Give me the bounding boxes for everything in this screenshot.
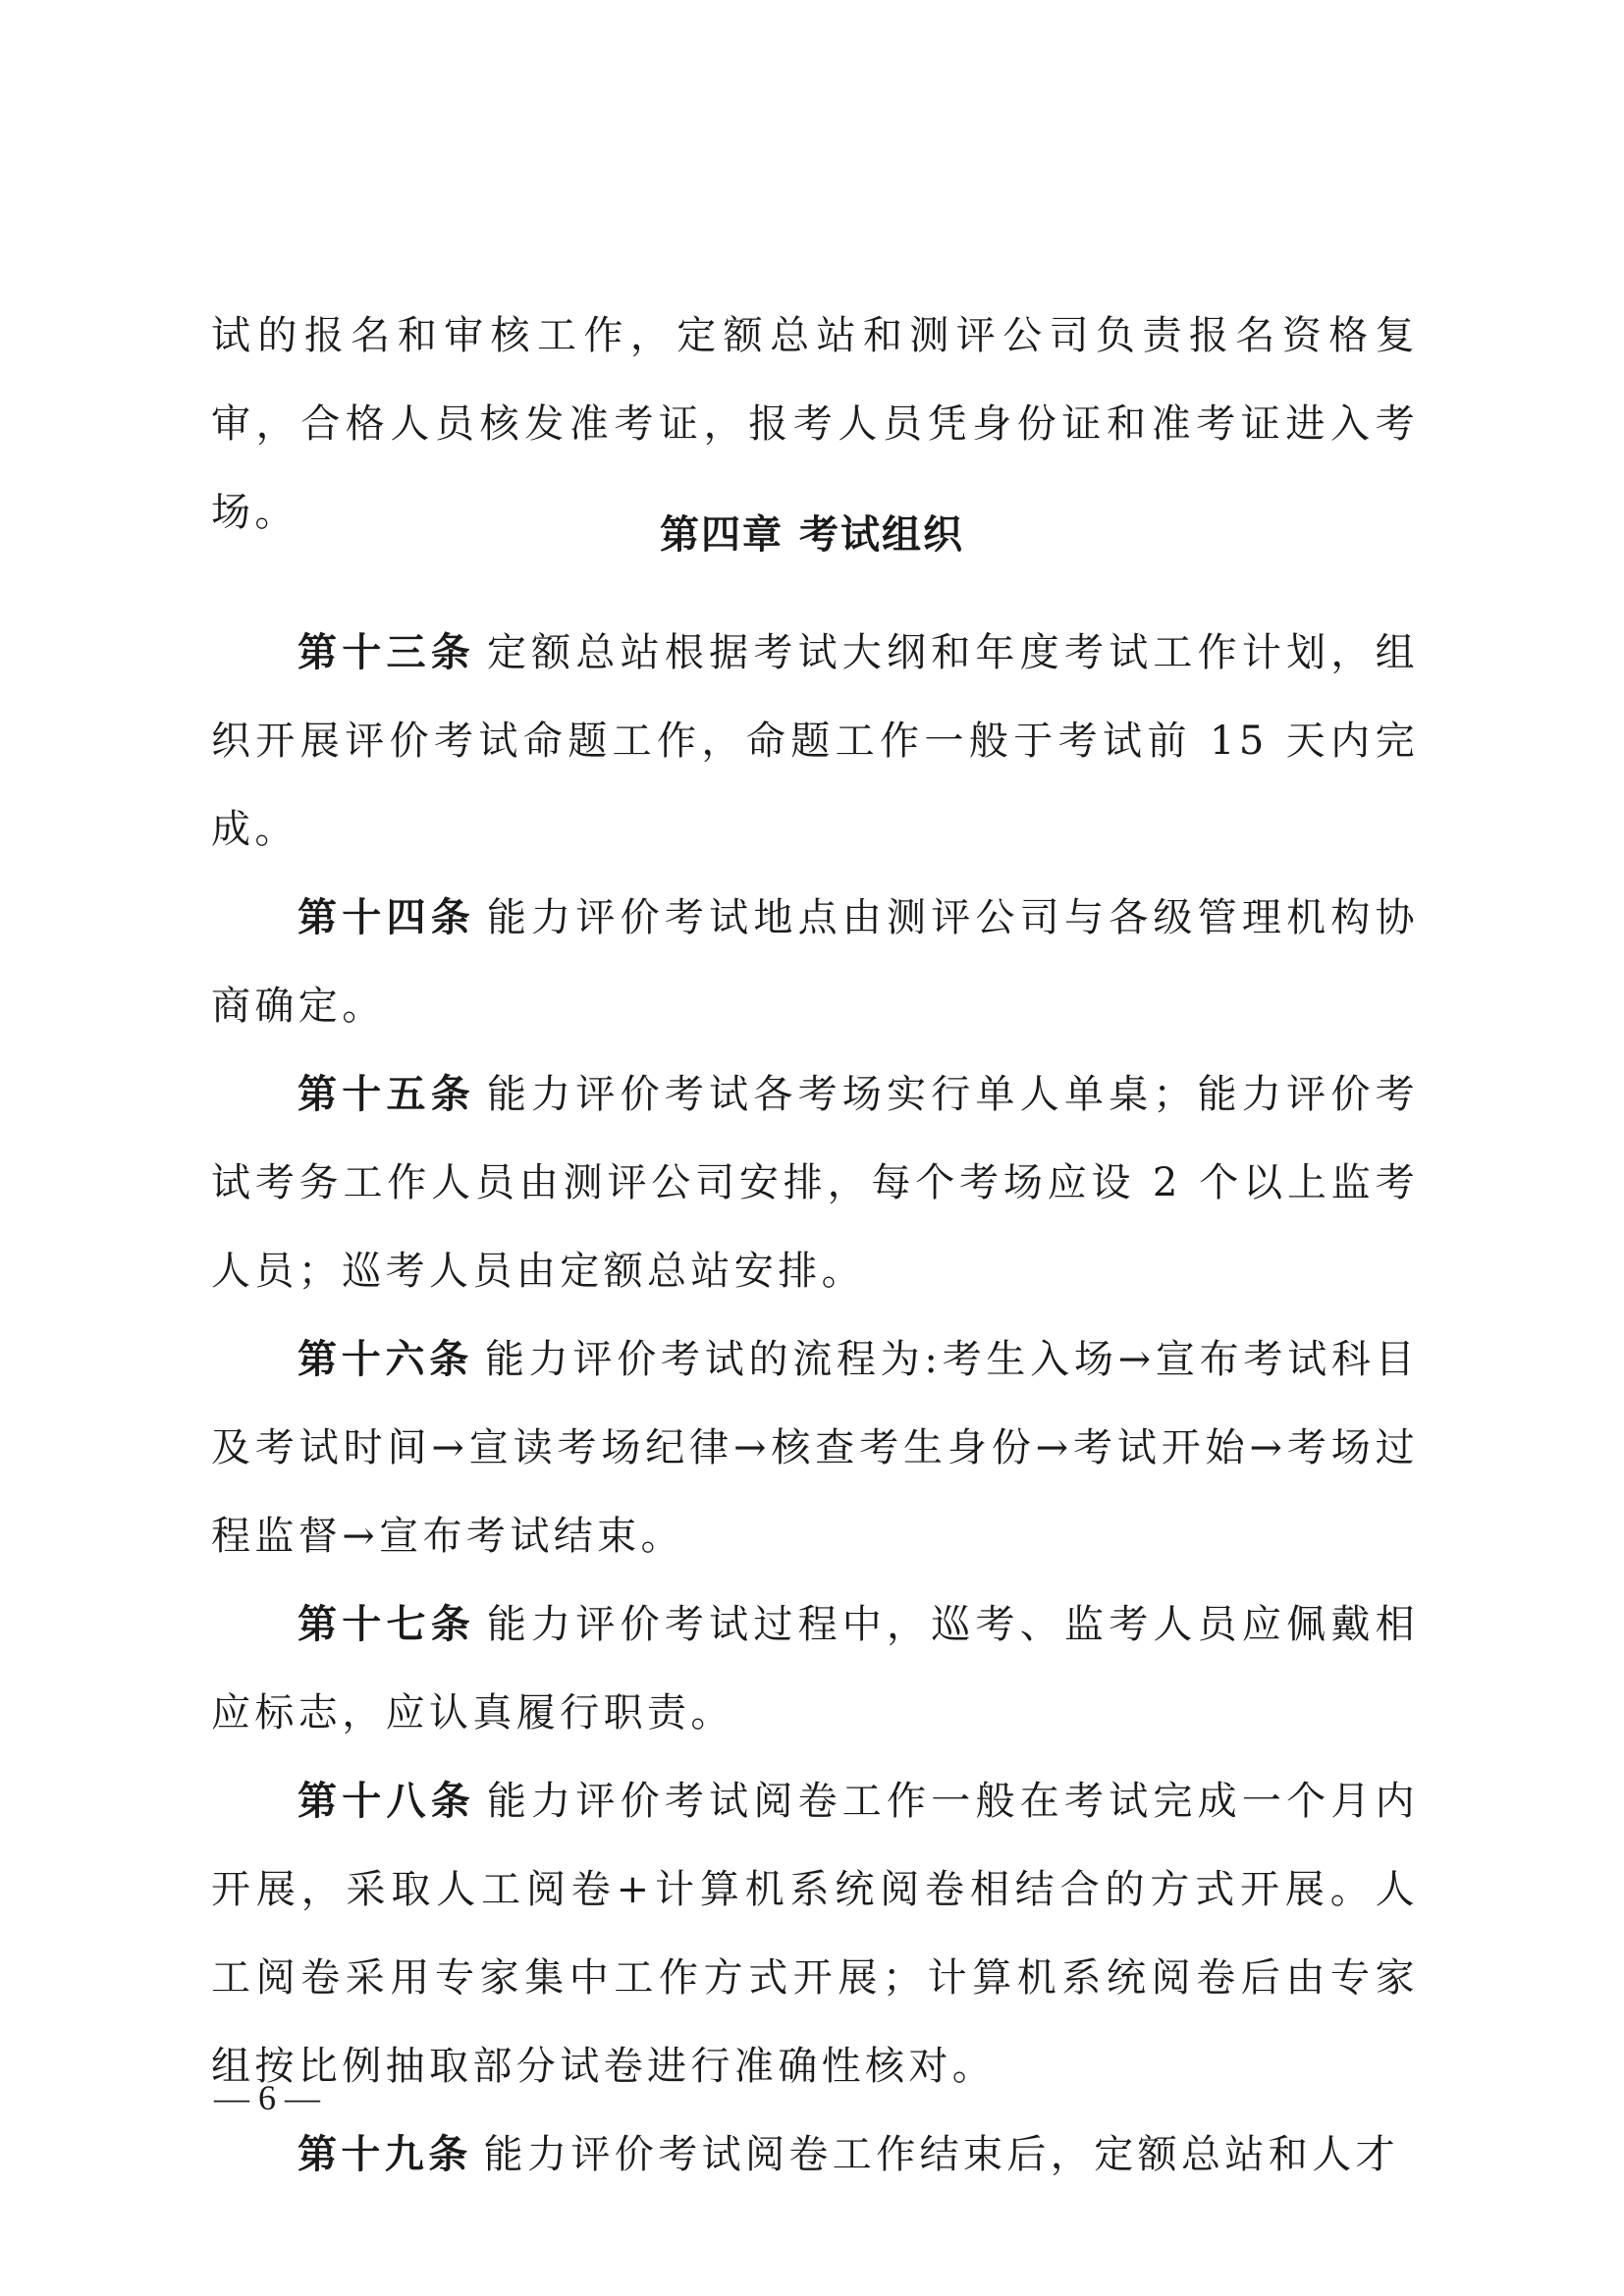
chapter-title: 第四章 考试组织 (660, 512, 964, 558)
article-text: 能力评价考试阅卷工作一般在考试完成一个月内开展，采取人工阅卷+计算机系统阅卷相结合的方式开展。人工阅卷采用专家集中工作方式开展；计算机系统阅卷后由专家组按比例抽取部分试卷进行准确性核对。 (211, 1779, 1419, 2089)
article-text: 能力评价考试地点由测评公司与各级管理机构协商确定。 (211, 895, 1419, 1029)
article-text: 定额总站根据考试大纲和年度考试工作计划，组织开展评价考试命题工作，命题工作一般于考试前 15 天内完成。 (211, 630, 1419, 852)
article-text: 能力评价考试过程中，巡考、监考人员应佩戴相应标志，应认真履行职责。 (211, 1602, 1419, 1735)
article-17 (211, 1580, 1419, 1757)
article-19 (211, 2110, 1419, 2199)
article-text: 能力评价考试各考场实行单人单桌；能力评价考试考务工作人员由测评公司安排，每个考场应设 2 个以上监考人员；巡考人员由定额总站安排。 (211, 1072, 1419, 1294)
article-label: 第十六条 (298, 1337, 473, 1382)
article-14 (211, 874, 1419, 1050)
article-16 (211, 1315, 1419, 1580)
article-label: 第十九条 (298, 2132, 472, 2177)
continued-paragraph: 试的报名和审核工作，定额总站和测评公司负责报名资格复审，合格人员核发准考证，报考人员凭身份证和准考证进入考场。 (211, 313, 1419, 535)
article-18 (211, 1757, 1419, 2110)
article-15 (211, 1050, 1419, 1315)
article-label: 第十三条 (298, 630, 475, 675)
article-label: 第十八条 (298, 1779, 475, 1824)
articles-block (211, 609, 1419, 2199)
article-label: 第十五条 (298, 1072, 475, 1117)
article-text: 能力评价考试的流程为:考生入场→宣布考试科目及考试时间→宣读考场纪律→核查考生身份→考试开始→考场过程监督→宣布考试结束。 (211, 1337, 1419, 1559)
article-text: 能力评价考试阅卷工作结束后，定额总站和人才 (483, 2132, 1400, 2177)
article-label: 第十四条 (298, 895, 475, 940)
article-label: 第十七条 (298, 1602, 475, 1647)
article-13 (211, 609, 1419, 874)
page-number: — 6 — (214, 2078, 320, 2117)
